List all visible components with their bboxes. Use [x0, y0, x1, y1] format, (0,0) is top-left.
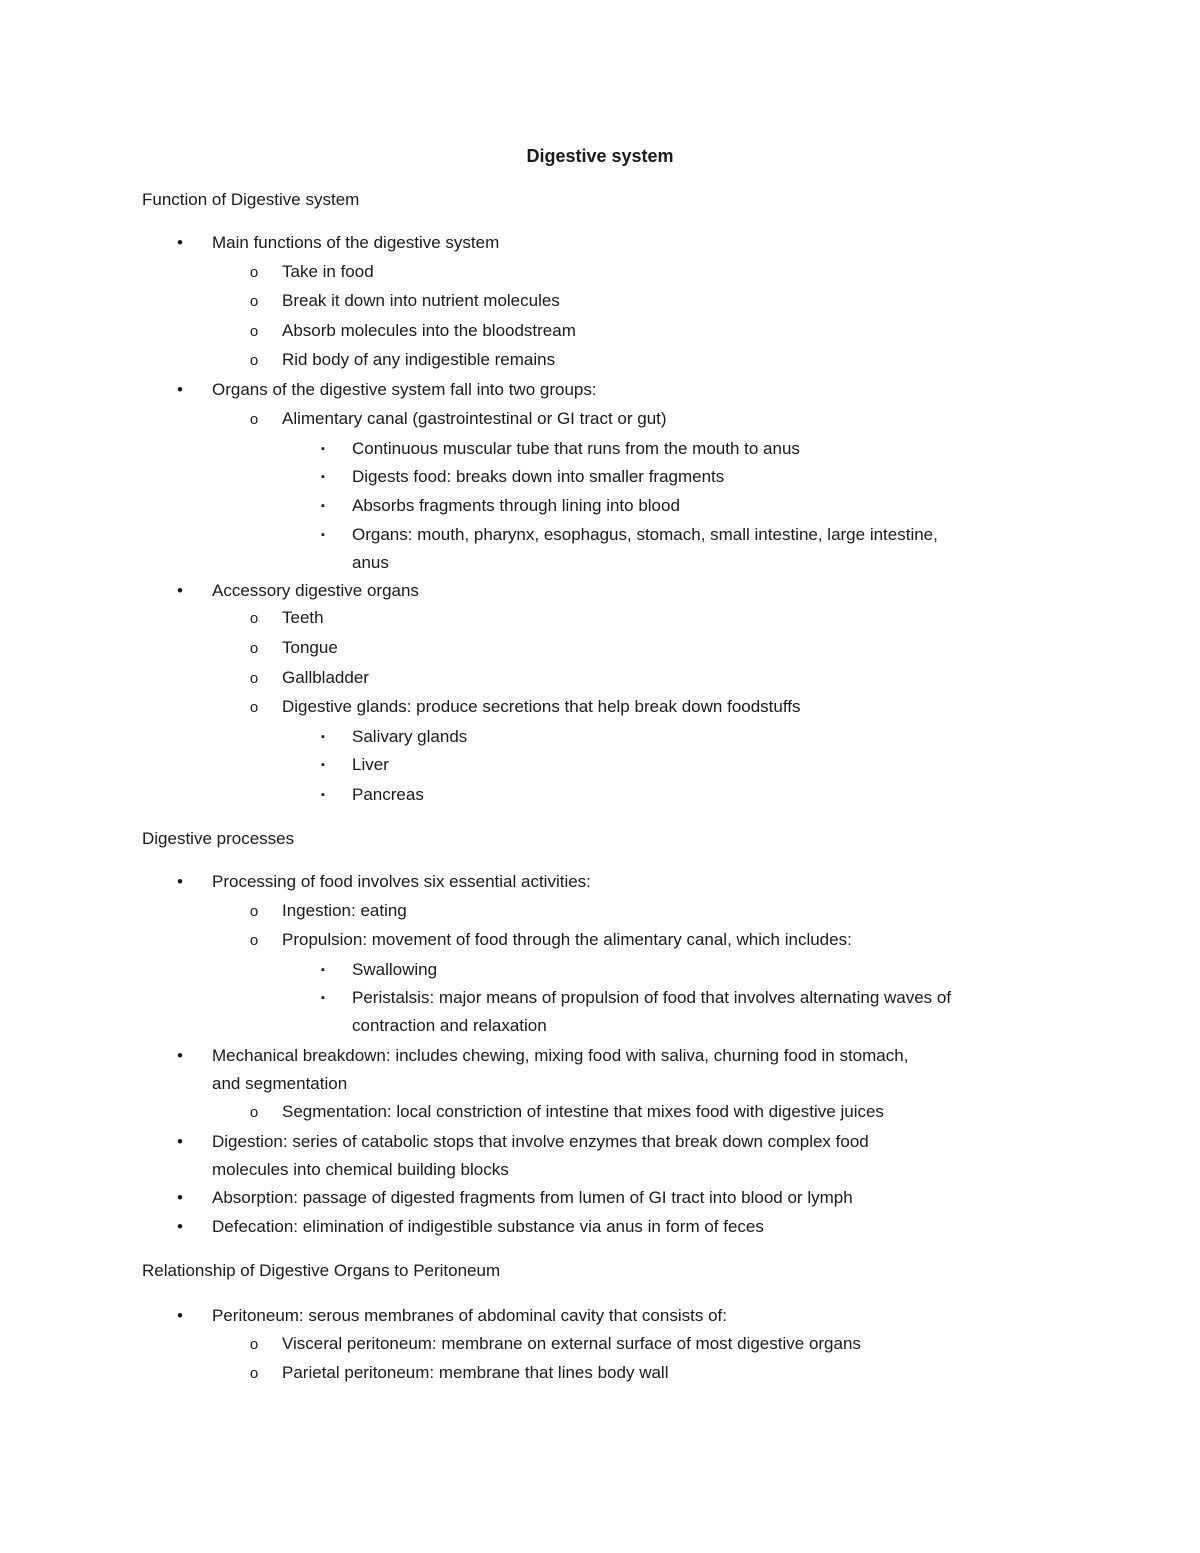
section-heading-peritoneum: Relationship of Digestive Organs to Peritoneum — [142, 1261, 501, 1280]
bullet-icon: o — [249, 352, 259, 369]
list-item: Take in food — [282, 262, 374, 281]
bullet-icon: ▪ — [321, 731, 325, 743]
list-item: Absorb molecules into the bloodstream — [282, 321, 576, 340]
list-item: Pancreas — [352, 785, 424, 804]
bullet-icon: o — [249, 411, 259, 428]
list-item: Accessory digestive organs — [212, 581, 419, 600]
bullet-icon: o — [249, 293, 259, 310]
list-item: Mechanical breakdown: includes chewing, mixing food with saliva, churning food in stomach, — [212, 1046, 909, 1065]
list-item: Peristalsis: major means of propulsion of food that involves alternating waves of — [352, 988, 952, 1007]
section-heading-processes: Digestive processes — [142, 829, 295, 848]
bullet-icon: o — [249, 323, 259, 340]
list-item: Salivary glands — [352, 727, 468, 746]
list-item: Swallowing — [352, 960, 438, 979]
bullet-icon: ▪ — [321, 759, 325, 771]
bullet-icon: • — [177, 1046, 183, 1065]
list-item: Organs of the digestive system fall into two groups: — [212, 380, 597, 399]
list-item: Liver — [352, 755, 389, 774]
list-item: Gallbladder — [282, 668, 369, 687]
bullet-icon: • — [177, 1217, 183, 1236]
bullet-icon: ▪ — [321, 471, 325, 483]
bullet-icon: o — [249, 1104, 259, 1121]
bullet-icon: o — [249, 903, 259, 920]
bullet-icon: o — [249, 640, 259, 657]
bullet-icon: • — [177, 872, 183, 891]
list-item: Visceral peritoneum: membrane on external surface of most digestive organs — [282, 1334, 861, 1353]
list-item: Tongue — [282, 638, 338, 657]
bullet-icon: • — [177, 581, 183, 600]
list-item: Digestion: series of catabolic stops that involve enzymes that break down complex food — [212, 1132, 869, 1151]
list-item: Digestive glands: produce secretions that help break down foodstuffs — [282, 697, 801, 716]
section-heading-function: Function of Digestive system — [142, 190, 360, 209]
list-item: Peritoneum: serous membranes of abdominal cavity that consists of: — [212, 1306, 727, 1325]
list-item: Absorbs fragments through lining into blood — [352, 496, 680, 515]
bullet-icon: o — [249, 1365, 259, 1382]
list-item: Ingestion: eating — [282, 901, 407, 920]
bullet-icon: o — [249, 264, 259, 281]
bullet-icon: ▪ — [321, 529, 325, 541]
bullet-icon: • — [177, 1188, 183, 1207]
bullet-icon: • — [177, 1132, 183, 1151]
list-item: Continuous muscular tube that runs from the mouth to anus — [352, 439, 800, 458]
bullet-icon: ▪ — [321, 964, 325, 976]
list-item: Break it down into nutrient molecules — [282, 291, 560, 310]
bullet-icon: o — [249, 610, 259, 627]
list-item: Absorption: passage of digested fragments from lumen of GI tract into blood or lymph — [212, 1188, 853, 1207]
list-item: Propulsion: movement of food through the alimentary canal, which includes: — [282, 930, 852, 949]
bullet-icon: ▪ — [321, 500, 325, 512]
list-item: Segmentation: local constriction of intestine that mixes food with digestive juices — [282, 1102, 884, 1121]
bullet-icon: o — [249, 1336, 259, 1353]
bullet-icon: o — [249, 699, 259, 716]
list-item: Processing of food involves six essential activities: — [212, 872, 591, 891]
bullet-icon: • — [177, 1306, 183, 1325]
bullet-icon: o — [249, 932, 259, 949]
list-item-continuation: anus — [352, 553, 389, 572]
bullet-icon: • — [177, 380, 183, 399]
bullet-icon: ▪ — [321, 789, 325, 801]
list-item-continuation: contraction and relaxation — [352, 1016, 547, 1035]
list-item: Organs: mouth, pharynx, esophagus, stomach, small intestine, large intestine, — [352, 525, 938, 544]
list-item: Digests food: breaks down into smaller fragments — [352, 467, 725, 486]
document-title: Digestive system — [526, 146, 674, 166]
list-item: Defecation: elimination of indigestible substance via anus in form of feces — [212, 1217, 764, 1236]
bullet-icon: o — [249, 670, 259, 687]
list-item: Teeth — [282, 608, 324, 627]
list-item: Main functions of the digestive system — [212, 233, 500, 252]
bullet-icon: • — [177, 233, 183, 252]
list-item: Parietal peritoneum: membrane that lines body wall — [282, 1363, 669, 1382]
list-item: Rid body of any indigestible remains — [282, 350, 556, 369]
list-item: Alimentary canal (gastrointestinal or GI tract or gut) — [282, 409, 667, 428]
list-item-continuation: molecules into chemical building blocks — [212, 1160, 509, 1179]
list-item-continuation: and segmentation — [212, 1074, 348, 1093]
bullet-icon: ▪ — [321, 992, 325, 1004]
bullet-icon: ▪ — [321, 443, 325, 455]
